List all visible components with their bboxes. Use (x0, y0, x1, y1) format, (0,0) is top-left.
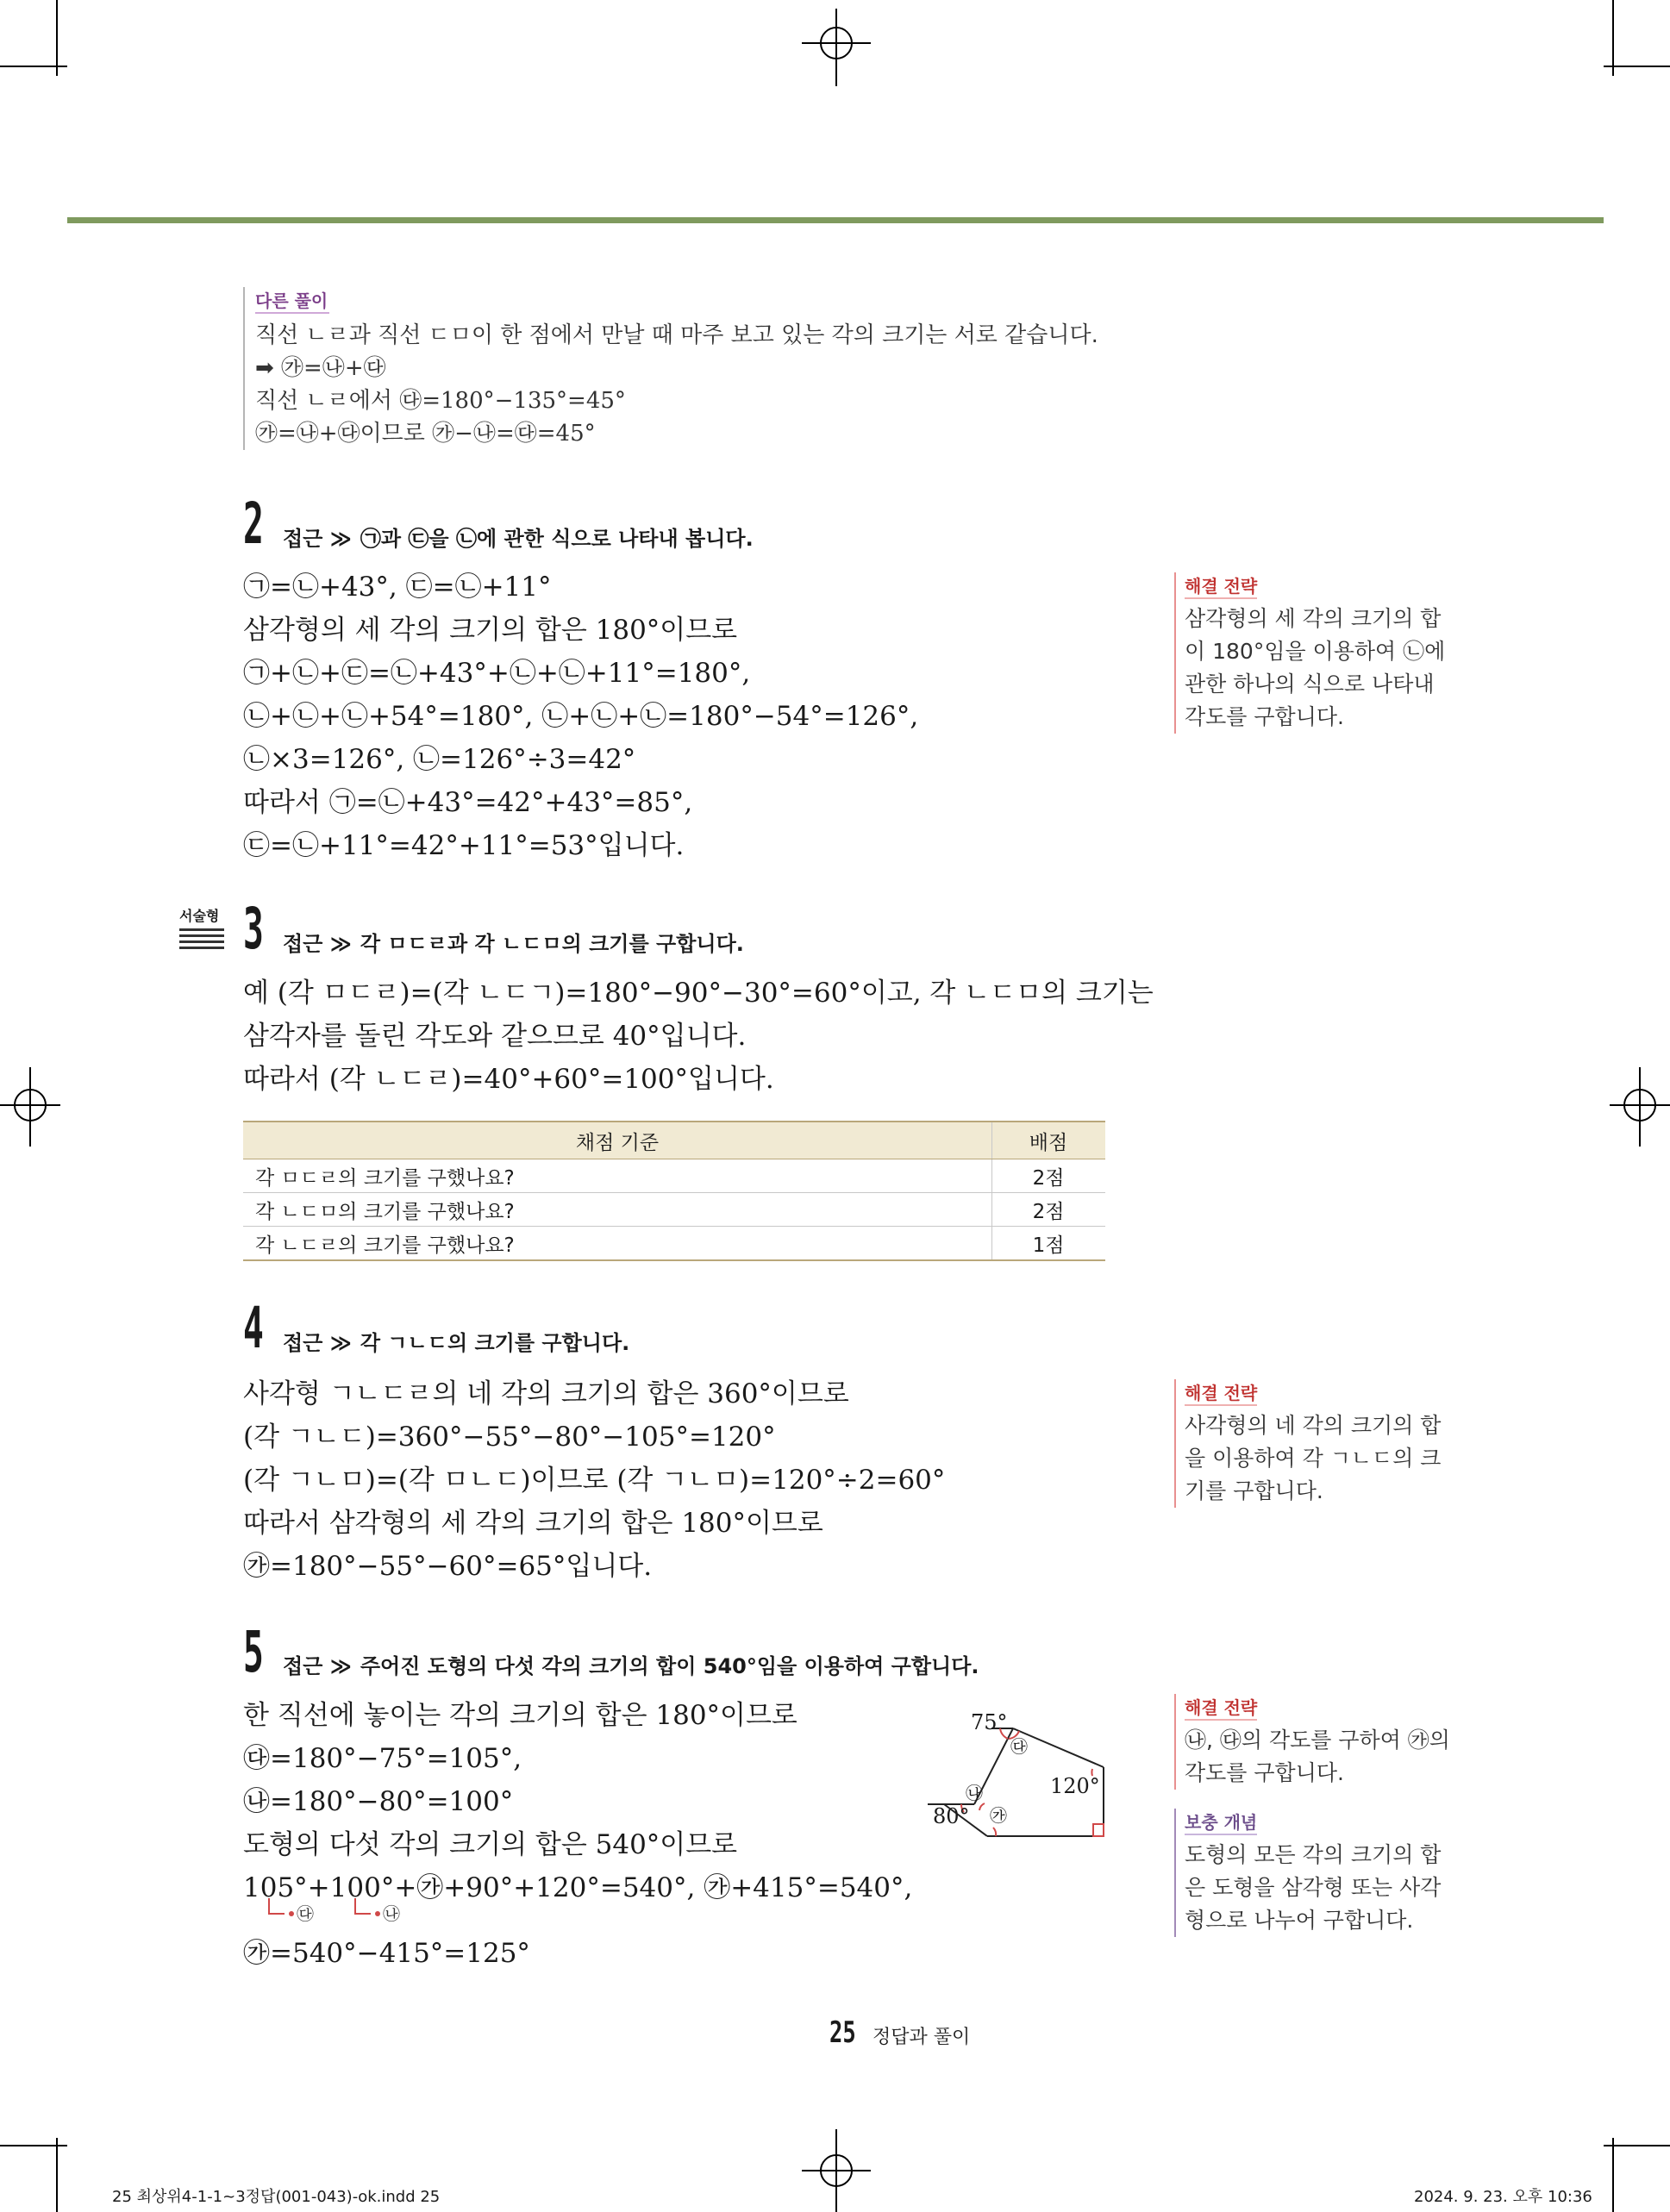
file-name: 25 최상위4-1-1~3정답(001-043)-ok.indd 25 (112, 2188, 441, 2206)
concept-box (1174, 1809, 1452, 1937)
concept-title: 보충 개념 (1185, 1809, 1257, 1835)
strategy-line: 을 이용하여 각 ㄱㄴㄷ의 크 (1185, 1446, 1442, 1471)
page-number: 25 (829, 2015, 856, 2050)
strategy-title: 해결 전략 (1185, 1694, 1257, 1721)
strategy-box (1174, 1379, 1452, 1508)
approach-label: 접근 ≫ (283, 527, 352, 551)
under-note: ㉯ (383, 1903, 400, 1924)
page-label: 정답과 풀이 (873, 2027, 971, 2048)
approach-label: 접근 ≫ (283, 1331, 352, 1355)
grading-criterion: 각 ㄴㄷㄹ의 크기를 구했나요? (243, 1227, 992, 1261)
question-number: 2 (243, 491, 264, 557)
crop-mark (1612, 2138, 1614, 2212)
solution-line: (각 ㄱㄴㄷ)=360°−55°−80°−105°=120° (243, 1422, 776, 1453)
question-number: 3 (243, 896, 264, 962)
alt-line: ➡ ㉮=㉯+㉰ (255, 355, 386, 381)
solution-line: 따라서 (각 ㄴㄷㄹ)=40°+60°=100°입니다. (243, 1064, 774, 1095)
strategy-line: 관한 하나의 식으로 나타내 (1185, 672, 1435, 697)
strategy-box (1174, 1694, 1452, 1790)
angle-label: 120° (1050, 1774, 1100, 1798)
concept-line: 형으로 나누어 구합니다. (1185, 1908, 1414, 1933)
solution-line: 따라서 삼각형의 세 각의 크기의 합은 180°이므로 (243, 1508, 823, 1539)
approach-text: 각 ㅁㄷㄹ과 각 ㄴㄷㅁ의 크기를 구합니다. (360, 932, 744, 956)
solution-line: ㉡+㉡+㉡+54°=180°, ㉡+㉡+㉡=180°−54°=126°, (243, 701, 919, 732)
approach-text: 주어진 도형의 다섯 각의 크기의 합이 540°임을 이용하여 구합니다. (360, 1654, 979, 1678)
q4-solution (243, 1372, 945, 1588)
approach-text: 각 ㄱㄴㄷ의 크기를 구합니다. (360, 1331, 630, 1355)
grading-header: 채점 기준 (243, 1122, 992, 1159)
table-row (243, 1159, 1105, 1193)
solution-line: 도형의 다섯 각의 크기의 합은 540°이므로 (243, 1829, 738, 1860)
approach-line (283, 522, 754, 552)
grading-header: 배점 (992, 1122, 1106, 1159)
solution-line: ㉠=㉡+43°, ㉢=㉡+11° (243, 572, 552, 603)
grading-points: 2점 (992, 1159, 1106, 1193)
solution-line: ㉠+㉡+㉢=㉡+43°+㉡+㉡+11°=180°, (243, 658, 751, 689)
timestamp: 2024. 9. 23. 오후 10:36 (1414, 2188, 1592, 2206)
crop-mark (1604, 66, 1670, 67)
concept-line: 은 도형을 삼각형 또는 사각 (1185, 1875, 1442, 1900)
strategy-line: 삼각형의 세 각의 크기의 합 (1185, 606, 1442, 631)
strategy-line: 기를 구합니다. (1185, 1478, 1323, 1503)
solution-line: ㉢=㉡+11°=42°+11°=53°입니다. (243, 830, 685, 861)
solution-line: 예 (각 ㅁㄷㄹ)=(각 ㄴㄷㄱ)=180°−90°−30°=60°이고, 각 ㄴㄷㅁ의 크기는 (243, 978, 1154, 1009)
solution-line: ㉮=540°−415°=125° (243, 1938, 530, 1969)
grading-points: 1점 (992, 1227, 1106, 1261)
grading-points: 2점 (992, 1193, 1106, 1227)
strategy-line: 각도를 구합니다. (1185, 704, 1344, 729)
question-number: 4 (243, 1295, 264, 1361)
under-note-brackets (243, 1895, 459, 1924)
approach-line (283, 1649, 979, 1679)
crop-mark (0, 66, 67, 67)
alt-solution-box (243, 287, 1098, 450)
solution-line: 따라서 ㉠=㉡+43°=42°+43°=85°, (243, 787, 693, 818)
crop-mark (1604, 2145, 1670, 2146)
solution-line: (각 ㄱㄴㅁ)=(각 ㅁㄴㄷ)이므로 (각 ㄱㄴㅁ)=120°÷2=60° (243, 1465, 946, 1496)
alt-line: 직선 ㄴㄹ에서 ㉰=180°−135°=45° (255, 388, 626, 414)
angle-marker: ㉮ (990, 1805, 1007, 1826)
crop-mark (56, 2138, 58, 2212)
strategy-title: 해결 전략 (1185, 572, 1257, 599)
solution-line: ㉰=180°−75°=105°, (243, 1743, 522, 1774)
registration-mark-left (0, 1060, 60, 1155)
grading-criterion: 각 ㅁㄷㄹ의 크기를 구했나요? (243, 1159, 992, 1193)
q5-solution (243, 1694, 912, 1975)
solution-line: ㉡×3=126°, ㉡=126°÷3=42° (243, 744, 636, 775)
grading-criterion: 각 ㄴㄷㅁ의 크기를 구했나요? (243, 1193, 992, 1227)
table-row (243, 1227, 1105, 1261)
solution-line: ㉯=180°−80°=100° (243, 1786, 514, 1817)
table-row (243, 1193, 1105, 1227)
registration-mark-right (1610, 1060, 1670, 1155)
approach-label: 접근 ≫ (283, 1654, 352, 1678)
under-note: ㉰ (297, 1903, 314, 1924)
strategy-line: ㉯, ㉰의 각도를 구하여 ㉮의 (1185, 1728, 1450, 1753)
registration-mark-bottom (793, 2121, 879, 2212)
approach-label: 접근 ≫ (283, 932, 352, 956)
concept-line: 도형의 모든 각의 크기의 합 (1185, 1842, 1442, 1867)
question-number: 5 (243, 1619, 264, 1685)
solution-line: 사각형 ㄱㄴㄷㄹ의 네 각의 크기의 합은 360°이므로 (243, 1378, 849, 1409)
solution-line: 한 직선에 놓이는 각의 크기의 합은 180°이므로 (243, 1700, 797, 1731)
alt-line: ㉮=㉯+㉰이므로 ㉮−㉯=㉰=45° (255, 421, 596, 447)
grading-table (243, 1121, 1105, 1261)
solution-line: 105°+100°+㉮+90°+120°=540°, ㉮+415°=540°, (243, 1872, 913, 1903)
strategy-title: 해결 전략 (1185, 1379, 1257, 1406)
q3-solution (243, 972, 1154, 1101)
essay-badge (179, 905, 224, 949)
approach-line (283, 927, 744, 957)
strategy-line: 각도를 구합니다. (1185, 1760, 1344, 1785)
strategy-line: 사각형의 네 각의 크기의 합 (1185, 1413, 1442, 1438)
crop-mark (0, 2145, 67, 2146)
alt-line: 직선 ㄴㄹ과 직선 ㄷㅁ이 한 점에서 만날 때 마주 보고 있는 각의 크기는 서로 같습니다. (255, 322, 1098, 348)
angle-marker: ㉯ (966, 1783, 983, 1803)
strategy-line: 이 180°임을 이용하여 ㉡에 (1185, 639, 1446, 664)
angle-label: 75° (971, 1710, 1008, 1734)
solution-line: 삼각자를 돌린 각도와 같으므로 40°입니다. (243, 1021, 747, 1052)
grading-header-row (243, 1122, 1105, 1159)
registration-mark-top (793, 9, 879, 95)
header-bar (67, 217, 1604, 223)
q2-solution (243, 565, 918, 867)
crop-mark (1612, 0, 1614, 76)
alt-solution-title: 다른 풀이 (255, 287, 329, 314)
solution-line: 삼각형의 세 각의 크기의 합은 180°이므로 (243, 615, 738, 646)
angle-label: 80° (933, 1804, 970, 1828)
strategy-box (1174, 572, 1452, 734)
crop-mark (56, 0, 58, 76)
approach-line (283, 1326, 629, 1356)
essay-badge-label: 서술형 (179, 908, 220, 924)
approach-text: ㉠과 ㉢을 ㉡에 관한 식으로 나타내 봅니다. (360, 527, 754, 551)
angle-marker: ㉰ (1010, 1736, 1028, 1757)
solution-line: ㉮=180°−55°−60°=65°입니다. (243, 1551, 653, 1582)
